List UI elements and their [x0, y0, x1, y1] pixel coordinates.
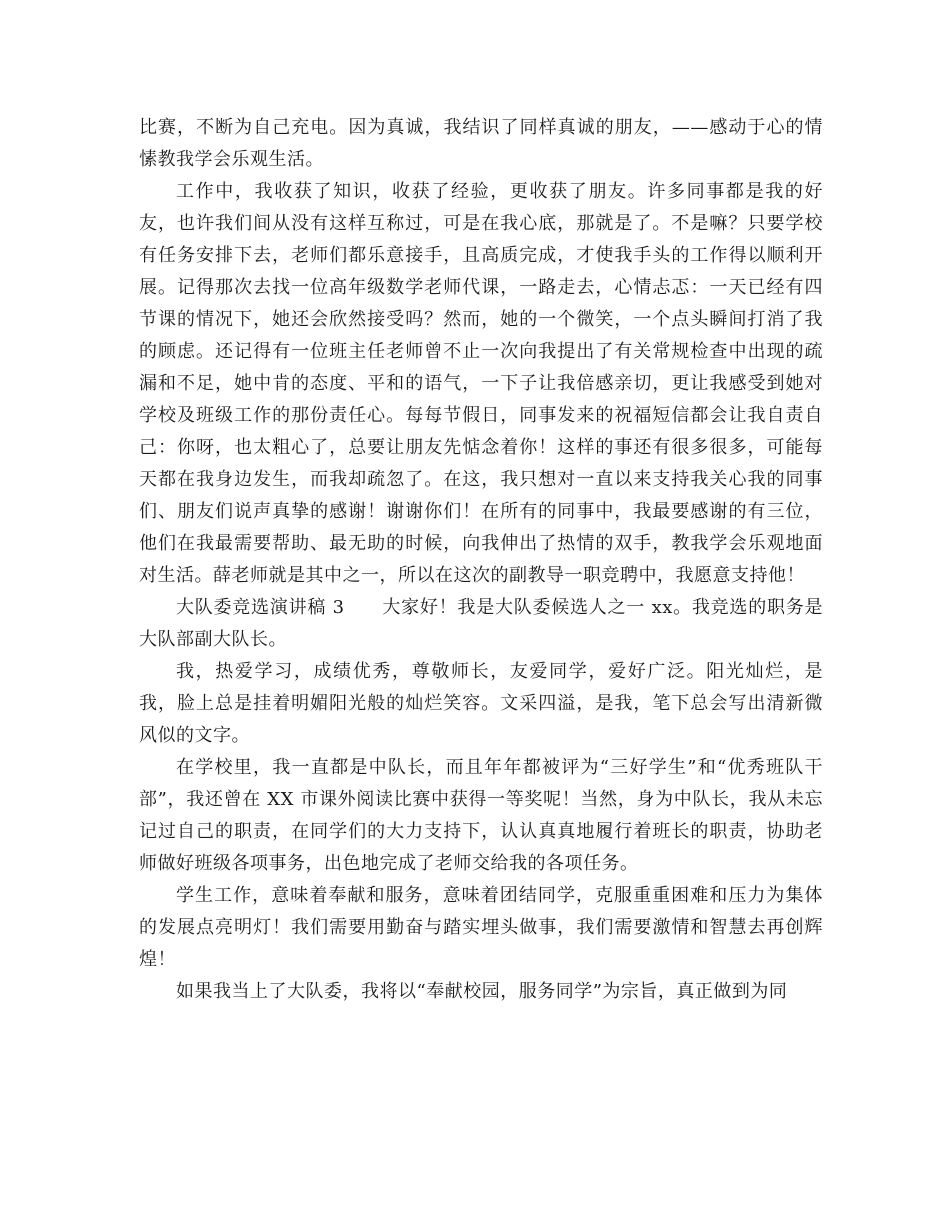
paragraph-2: 工作中，我收获了知识，收获了经验，更收获了朋友。许多同事都是我的好友，也许我们间从没有这样互称过，可是在我心底，那就是了。不是嘛？只要学校有任务安排下去，老师们都乐意接手，且高质完成，才使我手头的工作得以顺利开展。记得那次去找一位高年级数学老师代课，一路走去，心情忐忑：一天已经有四节课的情况下，她还会欣然接受吗？然而，她的一个微笑，一个点头瞬间打消了我的顾虑。还记得有一位班主任老师曾不止一次向我提出了有关常规检查中出现的疏漏和不足，她中肯的态度、平和的语气，一下子让我倍感亲切，更让我感受到她对学校及班级工作的那份责任心。每每节假日，同事发来的祝福短信都会让我自责自己：你呀，也太粗心了，总要让朋友先惦念着你！这样的事还有很多很多，可能每天都在我身边发生，而我却疏忽了。在这，我只想对一直以来支持我关心我的同事们、朋友们说声真挚的感谢！谢谢你们！在所有的同事中，我最要感谢的有三位，他们在我最需要帮助、最无助的时候，向我伸出了热情的双手，教我学会乐观地面对生活。薛老师就是其中之一，所以在这次的副教导一职竞聘中，我愿意支持他！	[139, 181, 823, 586]
paragraph-5: 在学校里，我一直都是中队长，而且年年都被评为“三好学生”和“优秀班队干部”，我还曾在 XX 市课外阅读比赛中获得一等奖呢！当然，身为中队长，我从未忘记过自己的职责，在同学们的大力支持下，认认真真地履行着班长的职责，协助老师做好班级各项事务，出色地完成了老师交给我的各项任务。	[139, 757, 823, 874]
paragraph-1: 比赛，不断为自己充电。因为真诚，我结识了同样真诚的朋友，——感动于心的情愫教我学会乐观生活。	[139, 117, 823, 170]
paragraph-6: 学生工作，意味着奉献和服务，意味着团结同学，克服重重困难和压力为集体的发展点亮明灯！我们需要用勤奋与踏实埋头做事，我们需要激情和智慧去再创辉煌！	[139, 885, 823, 970]
document-body	[139, 112, 823, 1008]
paragraph-4: 我，热爱学习，成绩优秀，尊敬师长，友爱同学，爱好广泛。阳光灿烂，是我，脸上总是挂着明媚阳光般的灿烂笑容。文采四溢，是我，笔下总会写出清新微风似的文字。	[139, 661, 823, 746]
paragraph-3: 大队委竞选演讲稿 3 大家好！我是大队委候选人之一 xx。我竞选的职务是大队部副大队长。	[139, 597, 823, 650]
paragraph-7: 如果我当上了大队委，我将以“奉献校园，服务同学”为宗旨，真正做到为同	[176, 981, 788, 1002]
